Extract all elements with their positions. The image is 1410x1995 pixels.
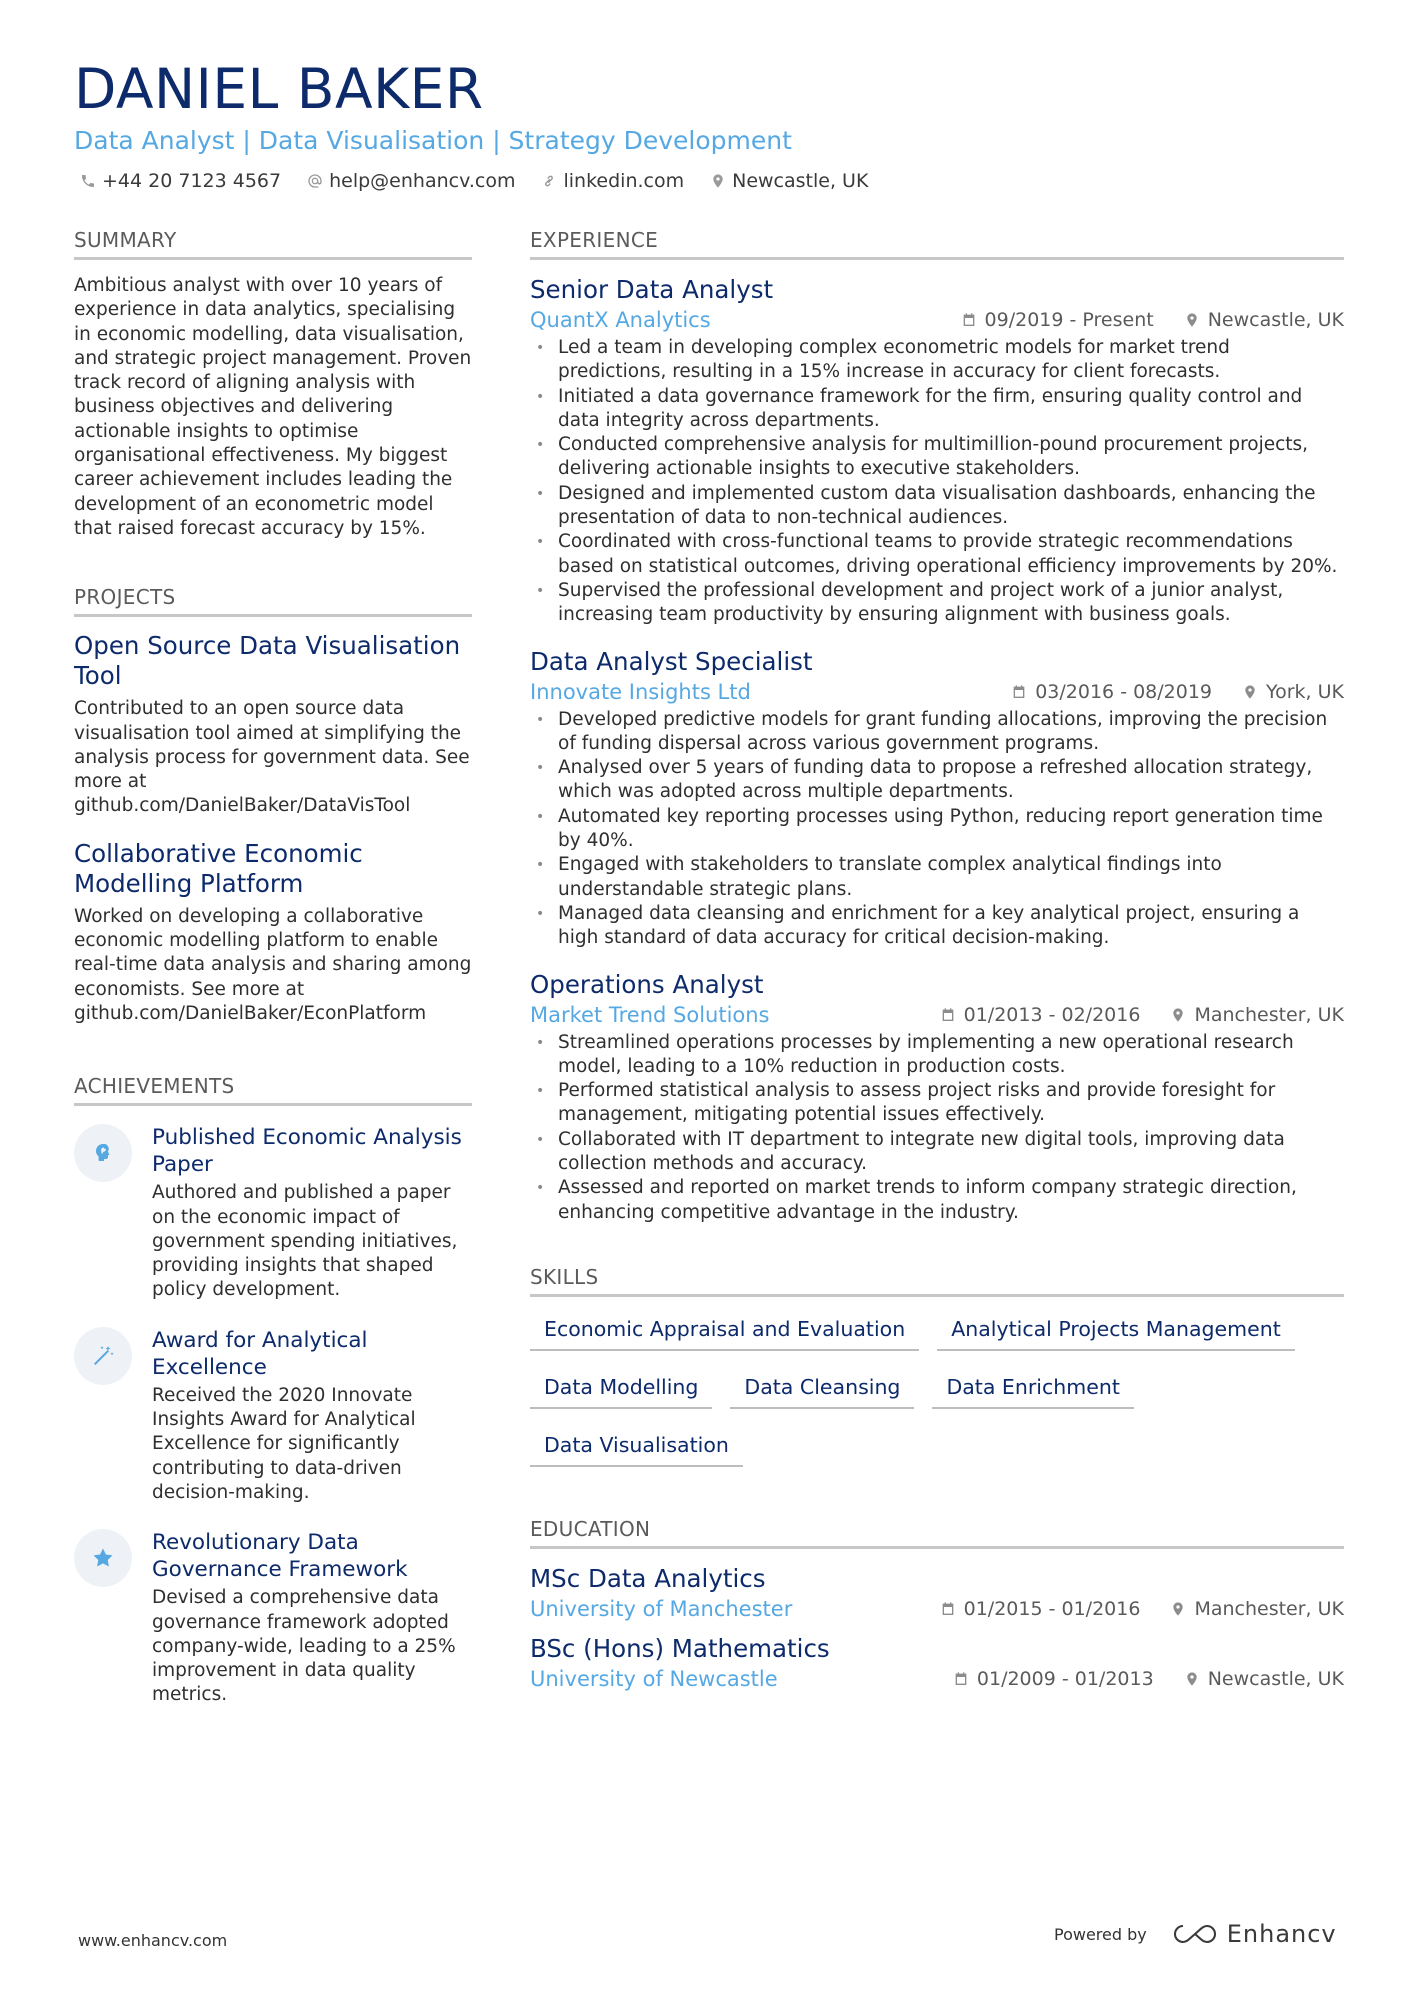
contact-email[interactable] [307, 170, 515, 192]
list-item: • Conducted comprehensive analysis for multimillion-pound procurement projects, delivering actionable insights to executive stakeholders. [530, 433, 1344, 482]
list-item: • Supervised the professional development and project work of a junior analyst, increasing team productivity by ensuring alignment with business goals. [530, 579, 1344, 628]
education-heading: EDUCATION [530, 1517, 1344, 1549]
job-location: York, UK [1266, 680, 1344, 703]
achievement-title: Award for Analytical Excellence [152, 1327, 368, 1380]
company-name: QuantX Analytics [530, 308, 711, 332]
achievement-item [74, 1327, 472, 1505]
contact-location-text: Newcastle, UK [732, 170, 869, 192]
contact-phone[interactable] [80, 170, 281, 192]
powered-by-label: Powered by [1054, 1924, 1147, 1944]
left-column [74, 228, 472, 1708]
degree-title: MSc Data Analytics [530, 1563, 766, 1593]
list-item: • Designed and implemented custom data visualisation dashboards, enhancing the presentation of data to non-technical audiences. [530, 482, 1344, 531]
skill-tag: Data Visualisation [530, 1427, 743, 1467]
location-icon [1184, 312, 1200, 328]
contact-linkedin[interactable] [541, 170, 684, 192]
calendar-icon [1011, 684, 1027, 700]
contact-location [710, 170, 868, 192]
candidate-name: DANIEL BAKER [74, 57, 484, 121]
job-bullets [530, 336, 1344, 628]
list-item: • Performed statistical analysis to assess project risks and provide foresight for management, mitigating potential issues effectively. [530, 1079, 1344, 1128]
job-title: Senior Data Analyst [530, 275, 774, 304]
list-item: • Collaborated with IT department to integrate new digital tools, improving data collection methods and accuracy. [530, 1128, 1344, 1177]
job-title: Operations Analyst [530, 969, 764, 999]
experience-entry [530, 646, 1344, 951]
achievement-icon-badge [74, 1124, 132, 1182]
company-name: Market Trend Solutions [530, 1002, 770, 1027]
project-title: Open Source Data Visualisation Tool [74, 631, 461, 691]
job-location: Newcastle, UK [1207, 309, 1344, 331]
achievement-description: Received the 2020 Innovate Insights Award for Analytical Excellence for significantly contributing to data-driven decision-making. [152, 1384, 416, 1503]
star-icon [91, 1546, 115, 1570]
project-item [74, 631, 472, 818]
achievement-icon-badge [74, 1327, 132, 1385]
footer-branding [1054, 1920, 1337, 1948]
list-item: • Automated key reporting processes using Python, reducing report generation time by 40%. [530, 805, 1344, 854]
at-icon [307, 173, 323, 189]
education-entry [530, 1633, 1344, 1691]
location-icon [1242, 684, 1258, 700]
skill-tag: Data Cleansing [730, 1369, 914, 1409]
list-item: • Streamlined operations processes by implementing a new operational research model, leading to a 10% reduction in production costs. [530, 1031, 1344, 1080]
list-item: • Analysed over 5 years of funding data to propose a refreshed allocation strategy, which was adopted across multiple departments. [530, 756, 1344, 805]
link-icon [541, 173, 557, 189]
education-location: Manchester, UK [1194, 1597, 1344, 1620]
location-icon [1170, 1007, 1186, 1023]
footer-website[interactable]: www.enhancv.com [78, 1931, 228, 1950]
contact-bar [80, 170, 868, 192]
achievement-title: Revolutionary Data Governance Framework [152, 1530, 408, 1583]
project-title: Collaborative Economic Modelling Platform [74, 838, 363, 898]
school-name: University of Newcastle [530, 1666, 778, 1691]
list-item: • Managed data cleansing and enrichment for a key analytical project, ensuring a high standard of data accuracy for critical decision-making. [530, 902, 1344, 951]
right-column [530, 228, 1344, 1703]
experience-entry [530, 969, 1344, 1225]
brand-name: Enhancv [1226, 1920, 1337, 1948]
list-item: • Initiated a data governance framework for the firm, ensuring quality control and data integrity across departments. [530, 385, 1344, 434]
enhancv-logo[interactable] [1171, 1920, 1337, 1948]
achievement-description: Devised a comprehensive data governance framework adopted company-wide, leading to a 25% improvement in data quality metrics. [152, 1587, 456, 1706]
list-item: • Developed predictive models for grant funding allocations, improving the precision of funding dispersal across various government programs. [530, 708, 1344, 757]
list-item: • Assessed and reported on market trends to inform company strategic direction, enhancing competitive advantage in the industry. [530, 1176, 1344, 1225]
infinity-logo-icon [1171, 1922, 1219, 1946]
job-dates: 01/2013 - 02/2016 [963, 1003, 1141, 1026]
achievement-title: Published Economic Analysis Paper [152, 1125, 462, 1178]
project-description: Contributed to an open source data visualisation tool aimed at simplifying the analysis process for government data. See more at github.com/DanielBaker/DataVisTool [74, 698, 470, 817]
job-dates: 03/2016 - 08/2019 [1035, 680, 1213, 703]
candidate-title: Data Analyst | Data Visualisation | Strategy Development [74, 126, 792, 155]
achievement-item [74, 1529, 472, 1707]
education-entry [530, 1563, 1344, 1621]
job-dates: 09/2019 - Present [984, 309, 1154, 331]
skill-tag: Analytical Projects Management [937, 1311, 1295, 1351]
magic-wand-icon [91, 1344, 115, 1368]
experience-heading: EXPERIENCE [530, 228, 1344, 260]
achievement-item [74, 1124, 472, 1302]
brain-icon [91, 1141, 115, 1165]
contact-linkedin-text: linkedin.com [563, 170, 685, 192]
education-dates: 01/2015 - 01/2016 [963, 1597, 1141, 1620]
skills-heading: SKILLS [530, 1265, 1344, 1297]
job-bullets [530, 1031, 1344, 1225]
list-item: • Coordinated with cross-functional teams to provide strategic recommendations based on statistical outcomes, driving operational efficiency improvements by 20%. [530, 530, 1344, 579]
projects-heading: PROJECTS [74, 585, 472, 617]
calendar-icon [953, 1671, 969, 1687]
list-item: • Engaged with stakeholders to translate complex analytical findings into understandable strategic plans. [530, 853, 1344, 902]
location-icon [710, 173, 726, 189]
location-icon [1170, 1601, 1186, 1617]
job-location: Manchester, UK [1194, 1003, 1344, 1026]
project-description: Worked on developing a collaborative economic modelling platform to enable real-time data analysis and sharing among economists. See more at github.com/DanielBaker/EconPlatform [74, 905, 472, 1024]
experience-entry [530, 274, 1344, 628]
job-title: Data Analyst Specialist [530, 646, 813, 676]
calendar-icon [940, 1007, 956, 1023]
list-item: • Led a team in developing complex econometric models for market trend predictions, resulting in a 15% increase in accuracy for client forecasts. [530, 336, 1344, 385]
project-item [74, 839, 472, 1026]
phone-icon [80, 173, 96, 189]
achievement-description: Authored and published a paper on the economic impact of government spending initiatives, providing insights that shaped policy development. [152, 1182, 458, 1301]
achievement-icon-badge [74, 1529, 132, 1587]
degree-title: BSc (Hons) Mathematics [530, 1633, 830, 1663]
skill-tag: Economic Appraisal and Evaluation [530, 1311, 919, 1351]
summary-text: Ambitious analyst with over 10 years of experience in data analytics, specialising in economic modelling, data visualisation, and strategic project management. Proven track record of aligning analysis with business objectives and delivering actionable insights to optimise organisational effectiveness. My biggest career achievement includes leading the development of an econometric model that raised forecast accuracy by 15%. [74, 275, 472, 539]
contact-email-text: help@enhancv.com [329, 170, 516, 192]
contact-phone-text: +44 20 7123 4567 [102, 170, 282, 192]
summary-heading: SUMMARY [74, 228, 472, 260]
job-bullets [530, 708, 1344, 951]
calendar-icon [940, 1601, 956, 1617]
company-name: Innovate Insights Ltd [530, 679, 751, 704]
calendar-icon [961, 312, 977, 328]
school-name: University of Manchester [530, 1596, 793, 1621]
skill-tag: Data Modelling [530, 1369, 712, 1409]
location-icon [1184, 1671, 1200, 1687]
education-location: Newcastle, UK [1207, 1667, 1344, 1690]
skill-tag: Data Enrichment [932, 1369, 1133, 1409]
education-dates: 01/2009 - 01/2013 [976, 1667, 1154, 1690]
achievements-heading: ACHIEVEMENTS [74, 1074, 472, 1106]
skills-list [530, 1311, 1344, 1467]
